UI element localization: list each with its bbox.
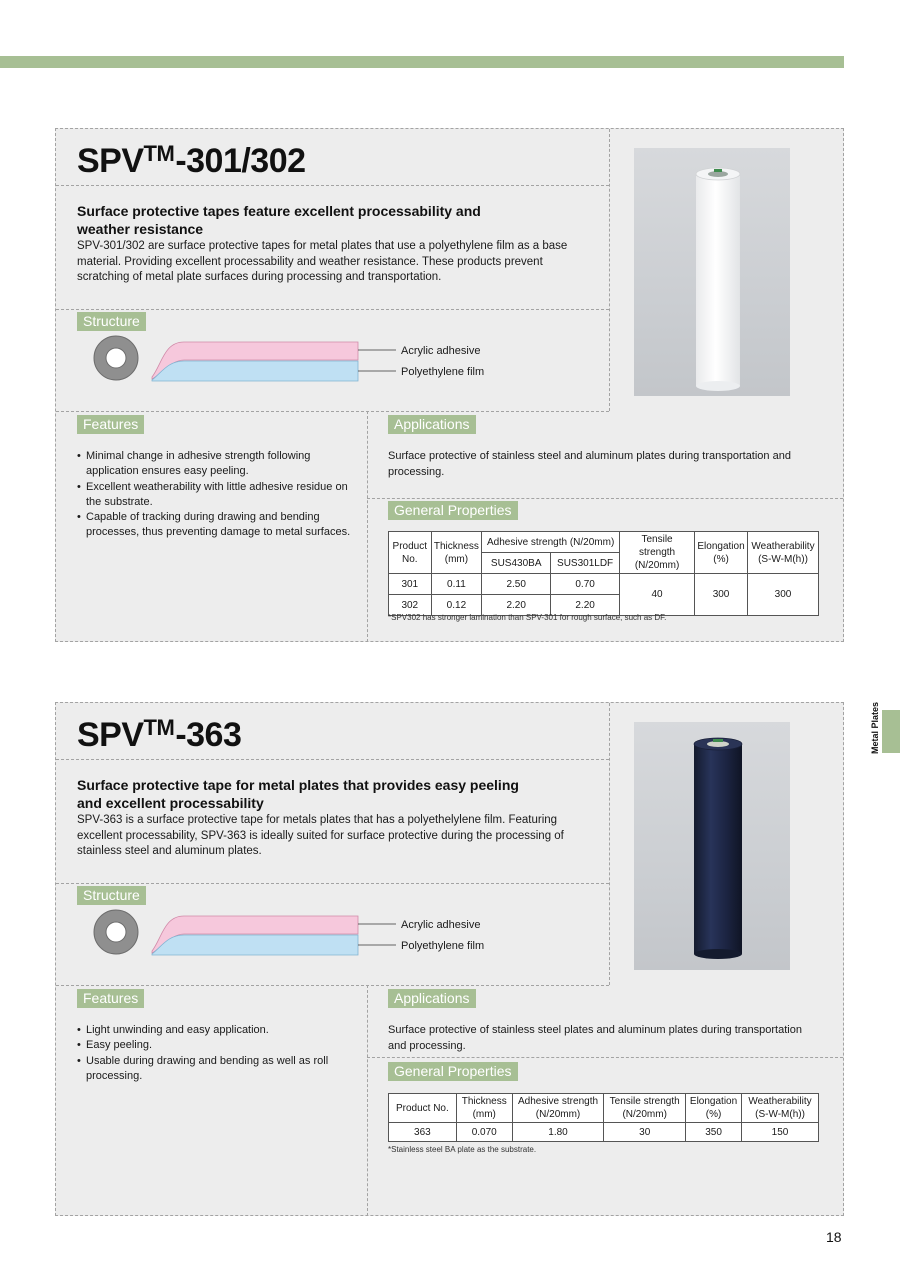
polyethylene-film-label: Polyethylene film — [401, 366, 485, 378]
table-header: SUS301LDF — [551, 553, 620, 574]
side-tab-label: Metal Plates — [870, 701, 880, 755]
table-header: Thickness (mm) — [431, 532, 482, 574]
applications-tag: Applications — [388, 415, 476, 434]
product-title: SPV™-363 — [77, 715, 242, 754]
page-number: 18 — [826, 1229, 842, 1245]
product-section-spv-363 — [55, 702, 844, 1216]
side-tab-marker — [882, 710, 900, 753]
table-header: Product No. — [389, 532, 432, 574]
product-section-spv-301-302 — [55, 128, 844, 642]
product-headline: Surface protective tape for metal plates that provides easy peeling and excellent processability — [77, 777, 519, 811]
product-photo — [634, 722, 790, 970]
structure-diagram — [92, 908, 512, 968]
table-header: Adhesive strength (N/20mm) — [482, 532, 620, 553]
table-footnote: *Stainless steel BA plate as the substrate. — [388, 1145, 537, 1154]
list-item: • Excellent weatherability with little adhesive residue on the substrate. — [77, 480, 352, 511]
table-header: Product No. — [389, 1094, 457, 1123]
product-headline: Surface protective tapes feature excellent processability and weather resistance — [77, 203, 481, 237]
structure-tag: Structure — [77, 312, 146, 331]
features-list — [77, 449, 352, 541]
table-header: Tensile strength (N/20mm) — [604, 1094, 686, 1123]
list-item: • Light unwinding and easy application. — [77, 1023, 352, 1038]
product-description: SPV-363 is a surface protective tape for metals plates that has a polyethelylene film. Featuring excellent processability, SPV-363 is ideally suited for surface protective during the processing of stainless steel and aluminum plates. — [77, 814, 564, 857]
black-tape-roll-image — [634, 722, 790, 970]
features-tag: Features — [77, 415, 144, 434]
table-header: Tensile strength (N/20mm) — [620, 532, 695, 574]
list-item: • Easy peeling. — [77, 1038, 352, 1053]
table-header: Weatherability (S-W-M(h)) — [748, 532, 819, 574]
product-description: SPV-301/302 are surface protective tapes for metal plates that use a polyethylene film as a base material. Providing excellent processability and weather resistance. These products prevent scratching of metal plate surfaces during processing and transportation. — [77, 240, 568, 283]
applications-text: Surface protective of stainless steel and aluminum plates during transportation and processing. — [388, 450, 791, 478]
table-header: Weatherability (S-W-M(h)) — [742, 1094, 819, 1123]
white-tape-roll-image — [634, 148, 790, 396]
list-item: • Minimal change in adhesive strength following application ensures easy peeling. — [77, 449, 352, 480]
table-footnote: *SPV302 has stronger lamination than SPV-301 for rough surface, such as DF. — [388, 613, 667, 622]
table-header: Thickness (mm) — [456, 1094, 512, 1123]
top-accent-bar — [0, 56, 844, 68]
table-row: 301 0.11 2.50 0.70 40 300 300 — [389, 574, 819, 595]
structure-tag: Structure — [77, 886, 146, 905]
features-list — [77, 1023, 352, 1084]
general-properties-tag: General Properties — [388, 501, 518, 520]
applications-text: Surface protective of stainless steel plates and aluminum plates during transportation and processing. — [388, 1024, 802, 1052]
product-title: SPV™-301/302 — [77, 141, 306, 180]
table-header: Elongation (%) — [686, 1094, 742, 1123]
table-header: Adhesive strength (N/20mm) — [512, 1094, 604, 1123]
table-row: 363 0.070 1.80 30 350 150 — [389, 1123, 819, 1142]
film-layer — [152, 935, 358, 955]
acrylic-adhesive-label: Acrylic adhesive — [401, 919, 481, 931]
film-layer — [152, 361, 358, 381]
features-tag: Features — [77, 989, 144, 1008]
list-item: • Usable during drawing and bending as well as roll processing. — [77, 1054, 352, 1085]
table-row: 302 0.12 2.20 2.20 — [389, 595, 819, 616]
product-photo — [634, 148, 790, 396]
table-header: SUS430BA — [482, 553, 551, 574]
structure-diagram — [92, 334, 512, 394]
acrylic-adhesive-label: Acrylic adhesive — [401, 345, 481, 357]
properties-table — [388, 531, 819, 616]
general-properties-tag: General Properties — [388, 1062, 518, 1081]
properties-table — [388, 1093, 819, 1142]
applications-tag: Applications — [388, 989, 476, 1008]
polyethylene-film-label: Polyethylene film — [401, 940, 485, 952]
list-item: • Capable of tracking during drawing and bending processes, thus preventing damage to metal surfaces. — [77, 510, 352, 541]
table-header: Elongation (%) — [695, 532, 748, 574]
